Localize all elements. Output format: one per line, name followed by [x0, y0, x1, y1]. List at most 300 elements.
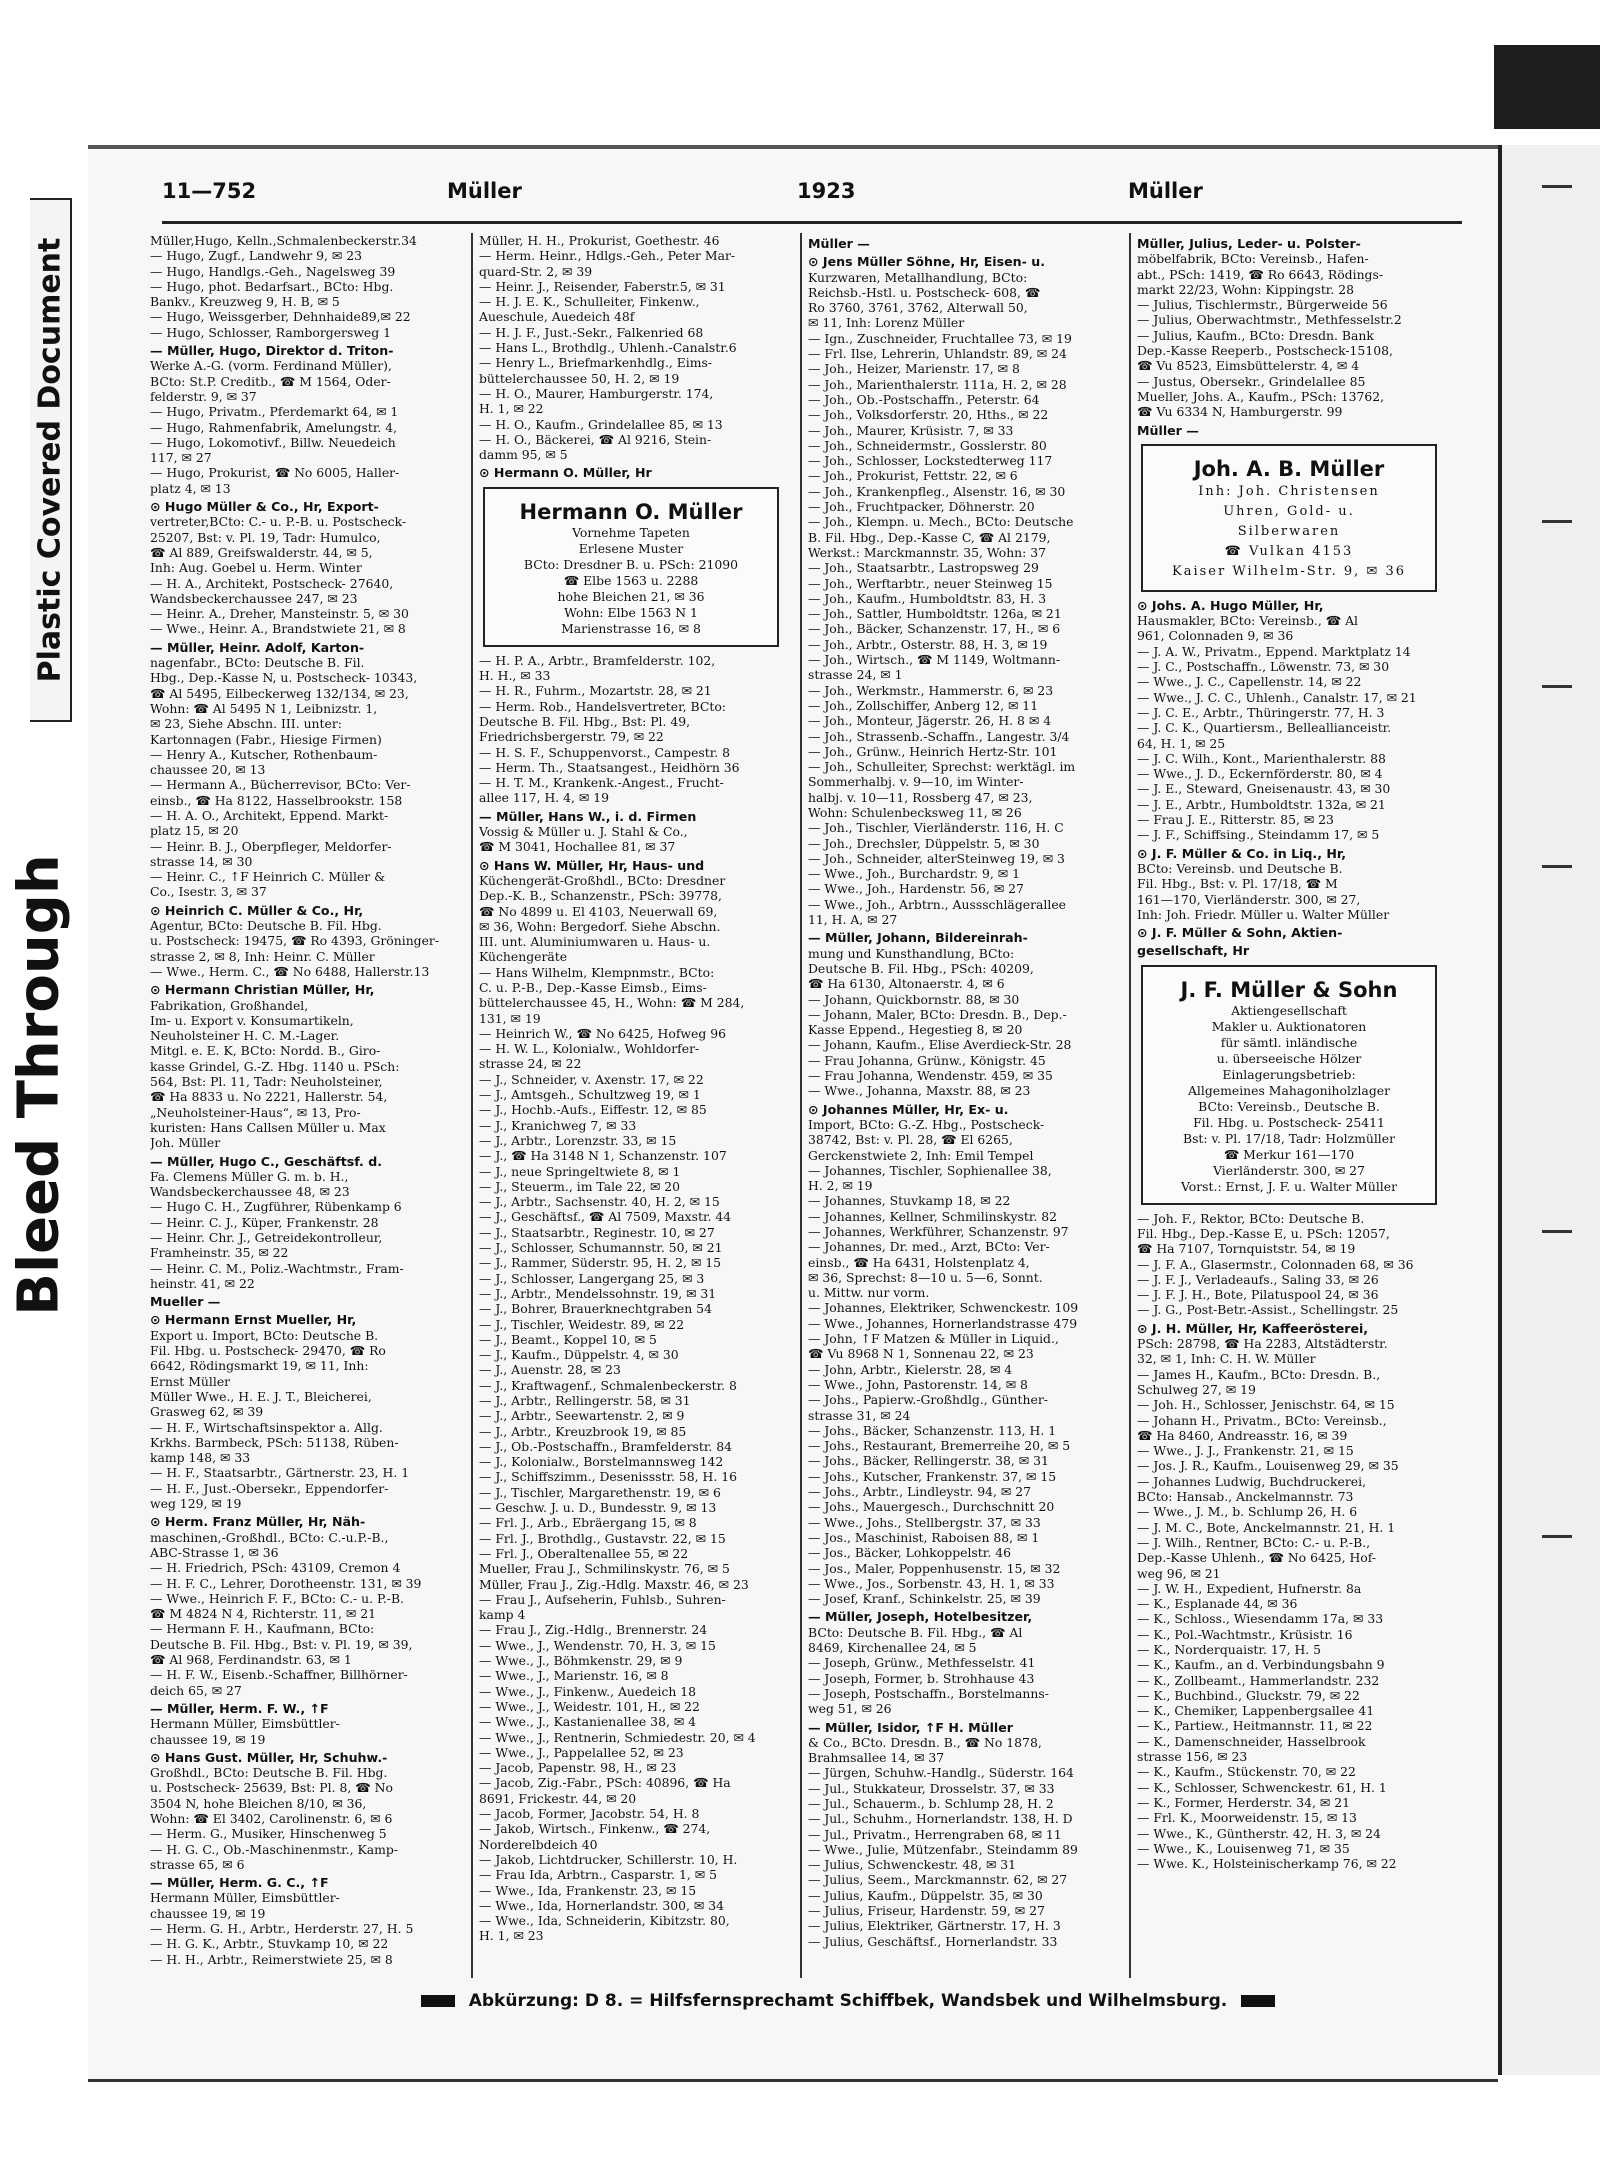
directory-entry: — Wwe., J., Kastanienallee 38, ✉ 4 — [479, 1714, 697, 1730]
directory-entry: — Hermann F. H., Kaufmann, BCto: — [150, 1621, 375, 1637]
directory-entry: — J. G., Post-Betr.-Assist., Schellingstr. 25 — [1137, 1302, 1399, 1318]
directory-entry: u. Postscheck- 25639, Bst: Pl. 8, ☎ No — [150, 1780, 393, 1796]
directory-entry: büttelerchaussee 50, H. 2, ✉ 19 — [479, 370, 680, 386]
directory-entry: — H. F., Wirtschaftsinspektor a. Allg. — [150, 1419, 383, 1435]
ad-line: BCto: Dresdner B. u. PSch: 21090 — [523, 556, 739, 572]
directory-entry: — Julius, Kaufm., BCto: Dresdn. Bank — [1137, 327, 1374, 343]
directory-heading: — Müller, Joseph, Hotelbesitzer, — [808, 1609, 1033, 1625]
directory-entry: — Jul., Schuhm., Hornerlandstr. 138, H. D — [808, 1811, 1073, 1827]
directory-entry: kuristen: Hans Callsen Müller u. Max — [150, 1119, 386, 1135]
directory-heading: gesellschaft, Hr — [1137, 943, 1250, 959]
directory-entry: — H. G. K., Arbtr., Stuvkamp 10, ✉ 22 — [150, 1936, 389, 1952]
directory-entry: Wohn: ☎ Al 5495 N 1, Leibnizstr. 1, — [150, 700, 378, 716]
directory-entry: — J., Kaufm., Düppelstr. 4, ✉ 30 — [479, 1347, 679, 1363]
directory-entry: — Joh., Schulleiter, Sprechst: werktägl. im — [808, 759, 1076, 775]
directory-entry: — Hugo, Zugf., Landwehr 9, ✉ 23 — [150, 248, 363, 264]
directory-entry: mung und Kunsthandlung, BCto: — [808, 945, 1015, 961]
bleed-mark — [1542, 1535, 1572, 1548]
directory-entry: 131, ✉ 19 — [479, 1010, 541, 1026]
directory-heading: ⊙ Jens Müller Söhne, Hr, Eisen- u. — [808, 254, 1045, 270]
directory-entry: strasse 24, ✉ 1 — [808, 667, 903, 683]
directory-entry: — Joh., Monteur, Jägerstr. 26, H. 8 ✉ 4 — [808, 713, 1052, 729]
ad-line: Vierländerstr. 300, ✉ 27 — [1213, 1162, 1365, 1178]
directory-heading: ⊙ Hans Gust. Müller, Hr, Schuhw.- — [150, 1749, 388, 1765]
directory-heading: — Müller, Heinr. Adolf, Karton- — [150, 639, 365, 655]
directory-entry: — Joh., Strassenb.-Schaffn., Langestr. 3/4 — [808, 728, 1070, 744]
directory-entry: — J., Geschäftsf., ☎ Al 7509, Maxstr. 44 — [479, 1209, 732, 1225]
directory-entry: — J., Staatsarbtr., Reginestr. 10, ✉ 27 — [479, 1224, 715, 1240]
directory-entry: — John, Arbtr., Kielerstr. 28, ✉ 4 — [808, 1361, 1013, 1377]
column-3 — [808, 233, 1120, 1978]
ad-line: hohe Bleichen 21, ✉ 36 — [557, 588, 705, 604]
ad-line: Einlagerungsbetrieb: — [1222, 1066, 1356, 1082]
bleed-mark — [1542, 865, 1572, 878]
directory-entry: Kartonnagen (Fabr., Hiesige Firmen) — [150, 731, 382, 747]
directory-entry: — Wwe., J., Rentnerin, Schmiedestr. 20, ✉ 4 — [479, 1729, 756, 1745]
directory-entry: — J., Schneider, v. Axenstr. 17, ✉ 22 — [479, 1071, 704, 1087]
ad-line: Kaiser Wilhelm-Str. 9, ✉ 36 — [1171, 563, 1406, 579]
directory-heading: Müller — — [808, 236, 870, 251]
ad-line: Uhren, Gold- u. — [1223, 503, 1355, 519]
directory-entry: — H. F., Staatsarbtr., Gärtnerstr. 23, H. 1 — [150, 1465, 410, 1481]
footer-text: Abkürzung: D 8. = Hilfsfernsprechamt Schiffbek, Wandsbek und Wilhelmsburg. — [468, 1991, 1228, 2011]
column-separator — [800, 233, 802, 1978]
directory-entry: u. Postscheck: 19475, ☎ Ro 4393, Gröninger- — [150, 933, 440, 949]
directory-entry: — J. F., Schiffsing., Steindamm 17, ✉ 5 — [1137, 827, 1380, 843]
directory-entry: — K., Partiew., Heitmannstr. 11, ✉ 22 — [1137, 1718, 1373, 1734]
directory-entry: — Jos., Maschinist, Raboisen 88, ✉ 1 — [808, 1529, 1040, 1545]
directory-entry: heinstr. 41, ✉ 22 — [150, 1275, 255, 1291]
directory-entry: — Frau J. E., Ritterstr. 85, ✉ 23 — [1137, 812, 1334, 828]
directory-entry: — Joh., Schlosser, Lockstedterweg 117 — [808, 453, 1053, 469]
directory-entry: ☎ Vu 8968 N 1, Sonnenau 22, ✉ 23 — [808, 1346, 1034, 1362]
directory-entry: — Johann, Quickbornstr. 88, ✉ 30 — [808, 991, 1020, 1007]
directory-entry: 25207, Bst: v. Pl. 19, Tadr: Humulco, — [150, 529, 381, 545]
directory-entry: — J. A. W., Privatm., Eppend. Marktplatz 14 — [1137, 643, 1411, 659]
directory-entry: — J., Kolonialw., Borstelmannsweg 142 — [479, 1454, 724, 1470]
directory-entry: — Hugo, Weissgerber, Dehnhaide89,✉ 22 — [150, 309, 411, 325]
directory-entry: — H. S. F., Schuppenvorst., Campestr. 8 — [479, 744, 731, 760]
directory-entry: Vossig & Müller u. J. Stahl & Co., — [479, 824, 688, 840]
directory-entry: — J. F. A., Glasermstr., Colonnaden 68, ✉ 36 — [1137, 1256, 1414, 1272]
directory-entry: — J., Schlosser, Langergang 25, ✉ 3 — [479, 1270, 705, 1286]
directory-entry: — H. F. C., Lehrer, Dorotheenstr. 131, ✉ 39 — [150, 1575, 422, 1591]
directory-entry: — Hugo, Handlgs.-Geh., Nagelsweg 39 — [150, 263, 396, 279]
directory-entry: — H. F., Just.-Obersekr., Eppendorfer- — [150, 1480, 389, 1496]
directory-heading: ⊙ Hermann O. Müller, Hr — [479, 465, 652, 481]
directory-entry: H. 1, ✉ 23 — [479, 1928, 544, 1944]
directory-entry: möbelfabrik, BCto: Vereinsb., Hafen- — [1137, 251, 1369, 267]
directory-entry: — Joseph, Postschaffn., Borstelmanns- — [808, 1685, 1049, 1701]
directory-entry: — Josef, Kranf., Schinkelstr. 25, ✉ 39 — [808, 1591, 1041, 1607]
directory-entry: — Frau Ida, Arbtrn., Casparstr. 1, ✉ 5 — [479, 1867, 717, 1883]
directory-entry: — K., Norderquaistr. 17, H. 5 — [1137, 1642, 1322, 1657]
directory-entry: Mueller, Johs. A., Kaufm., PSch: 13762, — [1137, 388, 1385, 404]
directory-entry: Wandsbeckerchaussee 48, ✉ 23 — [150, 1184, 350, 1200]
directory-entry: BCto: Hansab., Anckelmannstr. 73 — [1137, 1489, 1354, 1505]
directory-entry: Hermann Müller, Eimsbüttler- — [150, 1890, 340, 1906]
directory-entry: — J. E., Steward, Gneisenaustr. 43, ✉ 30 — [1137, 781, 1391, 797]
column-2 — [479, 233, 791, 1978]
directory-entry: — Johs., Kutscher, Frankenstr. 37, ✉ 15 — [808, 1468, 1057, 1484]
directory-entry: — Wwe., J. C., Capellenstr. 14, ✉ 22 — [1137, 674, 1362, 690]
pointing-hand-icon — [421, 1995, 455, 2007]
directory-entry: 161—170, Vierländerstr. 300, ✉ 27, — [1137, 891, 1361, 907]
directory-entry: ☎ No 4899 u. El 4103, Neuerwall 69, — [479, 903, 718, 919]
directory-entry: chaussee 20, ✉ 13 — [150, 762, 266, 778]
directory-entry: — K., Chemiker, Lappenbergsallee 41 — [1137, 1703, 1375, 1719]
ad-line: Bst: v. Pl. 17/18, Tadr: Holzmüller — [1182, 1130, 1396, 1146]
directory-entry: platz 15, ✉ 20 — [150, 823, 239, 839]
directory-entry: ABC-Strasse 1, ✉ 36 — [150, 1544, 279, 1560]
ad-line: Erlesene Muster — [578, 540, 684, 556]
directory-heading: ⊙ J. F. Müller & Sohn, Aktien- — [1137, 925, 1343, 941]
directory-entry: — Julius, Seem., Marckmannstr. 62, ✉ 27 — [808, 1872, 1068, 1888]
directory-entry: BCto: Deutsche B. Fil. Hbg., ☎ Al — [808, 1624, 1023, 1640]
directory-entry: Fil. Hbg., Bst: v. Pl. 17/18, ☎ M — [1137, 876, 1338, 892]
directory-entry: 6642, Rödingsmarkt 19, ✉ 11, Inh: — [150, 1358, 369, 1374]
plastic-covered-label — [30, 198, 72, 722]
directory-entry: maschinen,-Großhdl., BCto: C.-u.P.-B., — [150, 1529, 389, 1545]
bleed-mark — [1542, 1230, 1572, 1243]
directory-entry: — Hugo, Rahmenfabrik, Amelungstr. 4, — [150, 419, 398, 435]
directory-entry: — H. W. L., Kolonialw., Wohldorfer- — [479, 1041, 700, 1057]
directory-entry: — Frl. K., Moorweidenstr. 15, ✉ 13 — [1137, 1810, 1357, 1826]
directory-entry: 3504 N, hohe Bleichen 8/10, ✉ 36, — [150, 1795, 367, 1811]
directory-heading: — Müller, Hugo, Direktor d. Triton- — [150, 343, 394, 359]
directory-heading: ⊙ Hans W. Müller, Hr, Haus- und — [479, 857, 705, 873]
directory-entry: weg 129, ✉ 19 — [150, 1496, 242, 1512]
directory-entry: u. Mittw. nur vorm. — [808, 1285, 930, 1301]
directory-entry: 564, Bst: Pl. 11, Tadr: Neuholsteiner, — [150, 1074, 383, 1090]
directory-entry: Krkhs. Barmbeck, PSch: 51138, Rüben- — [150, 1434, 399, 1450]
directory-entry: — Wwe., J., Weidestr. 101, H., ✉ 22 — [479, 1698, 700, 1714]
directory-entry: ✉ 23, Siehe Abschn. III. unter: — [150, 716, 342, 732]
directory-entry: ☎ Ha 8833 u. No 2221, Hallerstr. 54, — [150, 1089, 388, 1105]
directory-entry: ☎ Al 5495, Eilbeckerweg 132/134, ✉ 23, — [150, 685, 409, 701]
directory-entry: — Wwe., Heinrich F. F., BCto: C.- u. P.-B. — [150, 1590, 404, 1606]
directory-entry: — Heinr. Chr. J., Getreidekontrolleur, — [150, 1230, 383, 1245]
directory-entry: — Jul., Privatm., Herrengraben 68, ✉ 11 — [808, 1826, 1062, 1842]
page-ref: 11—752 — [162, 179, 257, 203]
directory-heading: ⊙ Hermann Christian Müller, Hr, — [150, 982, 375, 998]
directory-entry: strasse 156, ✉ 23 — [1137, 1749, 1248, 1765]
directory-heading: ⊙ Herm. Franz Müller, Hr, Näh- — [150, 1514, 366, 1530]
column-2-entries-top — [479, 233, 791, 481]
directory-entry: Küchengeräte — [479, 949, 568, 965]
ad-line: Marienstrasse 16, ✉ 8 — [561, 620, 701, 636]
ad-line: ☎ Vulkan 4153 — [1224, 543, 1354, 559]
directory-entry: — Johs., Papierw.-Großhdlg., Günther- — [808, 1392, 1048, 1408]
directory-entry: — Joh., Bäcker, Schanzenstr. 17, H., ✉ 6 — [808, 621, 1061, 637]
ad-line: Aktiengesellschaft — [1231, 1002, 1347, 1018]
directory-entry: — Wwe., J., Pappelallee 52, ✉ 23 — [479, 1744, 684, 1760]
directory-entry: Wandsbeckerchaussee 247, ✉ 23 — [150, 590, 358, 606]
directory-entry: Müller,Hugo, Kelln.,Schmalenbeckerstr.34 — [150, 233, 417, 248]
directory-entry: — H. J. F., Just.-Sekr., Falkenried 68 — [479, 324, 704, 340]
directory-entry: — Wwe., J. C. C., Uhlenh., Canalstr. 17, ✉ 21 — [1137, 689, 1417, 705]
directory-heading: ⊙ Johs. A. Hugo Müller, Hr, — [1137, 597, 1324, 613]
directory-entry: — J., neue Springeltwiete 8, ✉ 1 — [479, 1163, 681, 1179]
directory-entry: „Neuholsteiner-Haus“, ✉ 13, Pro- — [150, 1104, 361, 1120]
directory-entry: — Geschw. J. u. D., Bundesstr. 9, ✉ 13 — [479, 1500, 717, 1516]
directory-entry: — Johs., Restaurant, Bremerreihe 20, ✉ 5 — [808, 1438, 1071, 1454]
directory-entry: — J., ☎ Ha 3148 N 1, Schanzenstr. 107 — [479, 1148, 727, 1164]
directory-entry: — Herm. G., Musiker, Hinschenweg 5 — [150, 1826, 387, 1842]
directory-entry: Friedrichsbergerstr. 79, ✉ 22 — [479, 729, 664, 745]
directory-entry: BCto: St.P. Creditb., ☎ M 1564, Oder- — [150, 373, 391, 389]
directory-entry: Gerckenstwiete 2, Inh: Emil Tempel — [808, 1147, 1034, 1163]
directory-entry: Agentur, BCto: Deutsche B. Fil. Hbg. — [150, 918, 382, 934]
page-header — [162, 179, 1462, 213]
directory-entry: — Johs., Bäcker, Schanzenstr. 113, H. 1 — [808, 1422, 1057, 1438]
directory-entry: — J., Arbtr., Lorenzstr. 33, ✉ 15 — [479, 1132, 677, 1148]
header-rule — [162, 221, 1462, 224]
directory-entry: Sommerhalbj. v. 9—10, im Winter- — [808, 774, 1024, 790]
directory-entry: — Joh., Marienthalerstr. 111a, H. 2, ✉ 28 — [808, 376, 1067, 392]
directory-entry: Werkst.: Marckmannstr. 35, Wohn: 37 — [808, 544, 1047, 560]
ad-j-f-mueller-sohn — [1141, 965, 1437, 1205]
ad-line: BCto: Vereinsb., Deutsche B. — [1198, 1098, 1380, 1114]
directory-entry: — J., Tischler, Margarethenstr. 19, ✉ 6 — [479, 1484, 721, 1500]
directory-entry: — J., Steuerm., im Tale 22, ✉ 20 — [479, 1178, 681, 1194]
directory-entry: Deutsche B. Fil. Hbg., Bst: v. Pl. 19, ✉ 39, — [150, 1636, 413, 1652]
directory-entry: — J., Hochb.-Aufs., Eiffestr. 12, ✉ 85 — [479, 1102, 707, 1118]
directory-entry: Export u. Import, BCto: Deutsche B. — [150, 1327, 379, 1343]
directory-entry: — Joh., Kaufm., Humboldtstr. 83, H. 3 — [808, 590, 1047, 606]
directory-heading: — Müller, Hans W., i. d. Firmen — [479, 808, 697, 824]
directory-entry: — John, ↑F Matzen & Müller in Liquid., — [808, 1331, 1059, 1347]
directory-entry: — Jos., Maler, Poppenhusenstr. 15, ✉ 32 — [808, 1560, 1061, 1576]
directory-heading: Müller, Julius, Leder- u. Polster- — [1137, 236, 1361, 251]
directory-heading: Müller — — [1137, 422, 1199, 438]
directory-entry: ☎ Ha 7107, Tornquiststr. 54, ✉ 19 — [1137, 1241, 1356, 1257]
directory-entry: 11, H. A, ✉ 27 — [808, 912, 898, 928]
directory-entry: — Wwe., K., Louisenweg 71, ✉ 35 — [1137, 1840, 1350, 1856]
directory-entry: Wohn: ☎ El 3402, Carolinenstr. 6, ✉ 6 — [150, 1810, 393, 1826]
ad-line: ☎ Elbe 1563 u. 2288 — [563, 572, 699, 588]
directory-entry: Joh. Müller — [150, 1135, 221, 1151]
ad-line: Fil. Hbg. u. Postscheck- 25411 — [1193, 1114, 1385, 1130]
directory-entry: — Hans Wilhelm, Klempnmstr., BCto: — [479, 964, 715, 980]
directory-entry: — Wwe., Ida, Frankenstr. 23, ✉ 15 — [479, 1882, 697, 1898]
facing-page-edge — [1498, 145, 1600, 2075]
directory-entry: ✉ 11, Inh: Lorenz Müller — [808, 315, 965, 331]
directory-entry: Dep.-Kasse Uhlenh., ☎ No 6425, Hof- — [1137, 1550, 1377, 1566]
directory-entry: — Joh., Maurer, Krüsistr. 7, ✉ 33 — [808, 422, 1014, 438]
directory-entry: — H. O., Kaufm., Grindelallee 85, ✉ 13 — [479, 416, 723, 432]
directory-entry: — Heinr. C., ↑F Heinrich C. Müller & — [150, 869, 386, 885]
directory-entry: Norderelbdeich 40 — [479, 1836, 598, 1852]
directory-entry: Dep.-Kasse Reeperb., Postscheck-15108, — [1137, 343, 1393, 359]
directory-entry: Kasse Eppend., Hegestieg 8, ✉ 20 — [808, 1022, 1023, 1038]
directory-entry: — K., Buchbind., Gluckstr. 79, ✉ 22 — [1137, 1687, 1360, 1703]
directory-entry: — Wwe., Heinr. A., Brandstwiete 21, ✉ 8 — [150, 621, 406, 637]
directory-entry: — Joh., Schneidermstr., Gosslerstr. 80 — [808, 437, 1047, 453]
directory-entry: — Heinr. C. J., Küper, Frankenstr. 28 — [150, 1214, 379, 1230]
directory-entry: — Wwe., J., Böhmkenstr. 29, ✉ 9 — [479, 1653, 683, 1669]
directory-entry: H. H., ✉ 33 — [479, 668, 551, 684]
directory-entry: — Johannes, Stuvkamp 18, ✉ 22 — [808, 1193, 1011, 1209]
directory-entry: — Johannes, Werkführer, Schanzenstr. 97 — [808, 1224, 1069, 1239]
directory-entry: Ernst Müller — [150, 1373, 231, 1389]
directory-entry: einsb., ☎ Ha 8122, Hasselbrookstr. 158 — [150, 792, 403, 808]
directory-entry: 32, ✉ 1, Inh: C. H. W. Müller — [1137, 1351, 1316, 1367]
directory-entry: — J., Beamt., Koppel 10, ✉ 5 — [479, 1331, 657, 1347]
directory-entry: Küchengerät-Großhdl., BCto: Dresdner — [479, 872, 726, 888]
directory-entry: — J., Bohrer, Brauerknechtgraben 54 — [479, 1301, 712, 1317]
column-4 — [1137, 233, 1449, 1978]
side-labels — [0, 0, 88, 2177]
directory-entry: & Co., BCto. Dresdn. B., ☎ No 1878, — [808, 1734, 1042, 1750]
pointing-hand-icon — [1241, 1995, 1275, 2007]
directory-entry: Inh: Aug. Goebel u. Herm. Winter — [150, 560, 362, 576]
directory-entry: — Frau J., Zig.-Hdlg., Brennerstr. 24 — [479, 1622, 708, 1638]
directory-heading: ⊙ Hermann Ernst Mueller, Hr, — [150, 1312, 357, 1328]
directory-entry: — Frl. Ilse, Lehrerin, Uhlandstr. 89, ✉ 24 — [808, 346, 1067, 362]
directory-entry: 8691, Frickestr. 44, ✉ 20 — [479, 1790, 637, 1806]
directory-entry: — J. W. H., Expedient, Hufnerstr. 8a — [1137, 1580, 1362, 1596]
directory-entry: kamp 148, ✉ 33 — [150, 1450, 251, 1466]
directory-entry: — Hugo, Privatm., Pferdemarkt 64, ✉ 1 — [150, 404, 399, 420]
directory-entry: allee 117, H. 4, ✉ 19 — [479, 790, 609, 806]
directory-heading: — Müller, Hugo C., Geschäftsf. d. — [150, 1153, 382, 1169]
directory-entry: Großhdl., BCto: Deutsche B. Fil. Hbg. — [150, 1765, 388, 1781]
directory-entry: quard-Str. 2, ✉ 39 — [479, 263, 593, 279]
directory-entry: 961, Colonnaden 9, ✉ 36 — [1137, 628, 1294, 644]
directory-entry: — Jos., Bäcker, Lohkoppelstr. 46 — [808, 1545, 1011, 1561]
directory-entry: — Frau Johanna, Grünw., Königstr. 45 — [808, 1052, 1046, 1068]
ad-lines — [1149, 1003, 1429, 1195]
directory-entry: vertreter,BCto: C.- u. P.-B. u. Postscheck- — [150, 514, 407, 530]
directory-entry: — Frl. J., Arb., Ebräergang 15, ✉ 8 — [479, 1515, 697, 1531]
ad-title: Joh. A. B. Müller — [1193, 456, 1385, 481]
directory-entry: — Julius, Elektriker, Gärtnerstr. 17, H. 3 — [808, 1918, 1061, 1934]
directory-heading: ⊙ J. H. Müller, Hr, Kaffeerösterei, — [1137, 1320, 1369, 1336]
directory-entry: — H. Friedrich, PSch: 43109, Cremon 4 — [150, 1560, 401, 1576]
directory-entry: Hausmakler, BCto: Vereinsb., ☎ Al — [1137, 613, 1359, 629]
directory-entry: strasse 2, ✉ 8, Inh: Heinr. C. Müller — [150, 948, 375, 964]
directory-entry: 8469, Kirchenallee 24, ✉ 5 — [808, 1640, 977, 1656]
directory-entry: — Joh., Klempn. u. Mech., BCto: Deutsche — [808, 514, 1074, 530]
directory-entry: — J. E., Arbtr., Humboldtstr. 132a, ✉ 21 — [1137, 796, 1386, 812]
directory-entry: — Johs., Bäcker, Rellingerstr. 38, ✉ 31 — [808, 1453, 1049, 1469]
directory-entry: — J. F. J. H., Bote, Pilatuspool 24, ✉ 36 — [1137, 1287, 1379, 1303]
directory-entry: — K., Kaufm., an d. Verbindungsbahn 9 — [1137, 1657, 1385, 1673]
directory-entry: Müller Wwe., H. E. J. T., Bleicherei, — [150, 1388, 372, 1404]
directory-entry: — Joh., Fruchtpacker, Döhnerstr. 20 — [808, 499, 1035, 515]
ad-hermann-o-mueller — [483, 487, 779, 647]
directory-entry: — Hugo, Lokomotivf., Billw. Neuedeich — [150, 434, 396, 450]
directory-entry: — J., Schiffszimm., Desenissstr. 58, H. 16 — [479, 1469, 737, 1485]
directory-entry: III. unt. Aluminiumwaren u. Haus- u. — [479, 934, 711, 950]
directory-entry: — J., Arbtr., Mendelssohnstr. 19, ✉ 31 — [479, 1285, 717, 1301]
directory-entry: Aueschule, Auedeich 48f — [479, 309, 635, 325]
directory-entry: — K., Esplanade 44, ✉ 36 — [1137, 1596, 1298, 1612]
directory-entry: — J., Amtsgeh., Schultzweg 19, ✉ 1 — [479, 1087, 701, 1103]
directory-entry: — Joh., Grünw., Heinrich Hertz-Str. 101 — [808, 743, 1058, 759]
directory-entry: — Henry L., Briefmarkenhdlg., Eims- — [479, 355, 713, 371]
directory-entry: ☎ Vu 8523, Eimsbüttelerstr. 4, ✉ 4 — [1137, 358, 1360, 374]
directory-entry: — Wwe., Ida, Schneiderin, Kibitzstr. 80, — [479, 1913, 730, 1929]
directory-entry: — Hugo, Prokurist, ☎ No 6005, Haller- — [150, 465, 400, 481]
ad-line: Vorst.: Ernst, J. F. u. Walter Müller — [1180, 1178, 1398, 1194]
directory-entry: — J., Arbtr., Sachsenstr. 40, H. 2, ✉ 15 — [479, 1194, 720, 1210]
directory-entry: — Wwe. K., Holsteinischerkamp 76, ✉ 22 — [1137, 1856, 1397, 1872]
directory-entry: strasse 31, ✉ 24 — [808, 1407, 911, 1423]
bleed-mark — [1542, 185, 1572, 198]
directory-entry: — Wwe., Joh., Burchardstr. 9, ✉ 1 — [808, 866, 1020, 882]
directory-entry: — Johann, Kaufm., Elise Averdieck-Str. 28 — [808, 1037, 1072, 1053]
directory-entry: — H. R., Fuhrm., Mozartstr. 28, ✉ 21 — [479, 683, 712, 699]
directory-entry: — Johannes, Kellner, Schmilinskystr. 82 — [808, 1208, 1058, 1224]
directory-entry: — H. G. C., Ob.-Maschinenmstr., Kamp- — [150, 1841, 398, 1857]
directory-heading: ⊙ Hugo Müller & Co., Hr, Export- — [150, 499, 379, 515]
directory-entry: — Wwe., J. M., b. Schlump 26, H. 6 — [1137, 1504, 1358, 1520]
directory-entry: Inh: Joh. Friedr. Müller u. Walter Müller — [1137, 906, 1390, 922]
directory-entry: — Joh., Volksdorferstr. 20, Hths., ✉ 22 — [808, 407, 1049, 423]
directory-entry: platz 4, ✉ 13 — [150, 480, 231, 496]
directory-entry: — Ign., Zuschneider, Fruchtallee 73, ✉ 19 — [808, 330, 1072, 346]
directory-entry: Framheinstr. 35, ✉ 22 — [150, 1245, 289, 1261]
directory-entry: — J., Arbtr., Seewartenstr. 2, ✉ 9 — [479, 1408, 685, 1424]
directory-entry: — H. F. W., Eisenb.-Schaffner, Billhörner- — [150, 1667, 408, 1683]
directory-entry: ☎ Vu 6334 N, Hamburgerstr. 99 — [1137, 404, 1343, 420]
directory-entry: Import, BCto: G.-Z. Hbg., Postscheck- — [808, 1116, 1045, 1132]
directory-entry: — Wwe., Johanna, Maxstr. 88, ✉ 23 — [808, 1083, 1031, 1099]
directory-entry: Brahmsallee 14, ✉ 37 — [808, 1750, 945, 1766]
directory-entry: ☎ Ha 8460, Andreasstr. 16, ✉ 39 — [1137, 1427, 1348, 1443]
directory-entry: Schulweg 27, ✉ 19 — [1137, 1381, 1256, 1397]
directory-entry: Mitgl. e. E. K, BCto: Nordd. B., Giro- — [150, 1043, 381, 1059]
directory-entry: — J. Wilh., Rentner, BCto: C.- u. P.-B., — [1137, 1534, 1371, 1550]
directory-entry: — Wwe., Johannes, Hornerlandstrasse 479 — [808, 1315, 1078, 1331]
directory-entry: — Joh., Arbtr., Osterstr. 88, H. 3, ✉ 19 — [808, 636, 1048, 652]
directory-entry: H. 2, ✉ 19 — [808, 1178, 873, 1194]
directory-heading: ⊙ Heinrich C. Müller & Co., Hr, — [150, 902, 364, 918]
directory-entry: — J. C., Postschaffn., Löwenstr. 73, ✉ 30 — [1137, 659, 1390, 675]
directory-entry: — K., Former, Herderstr. 34, ✉ 21 — [1137, 1794, 1350, 1810]
directory-entry: — Johs., Arbtr., Lindleystr. 94, ✉ 27 — [808, 1484, 1031, 1500]
directory-entry: 64, H. 1, ✉ 25 — [1137, 735, 1226, 751]
directory-entry: nagenfabr., BCto: Deutsche B. Fil. — [150, 655, 365, 671]
directory-entry: — J., Kranichweg 7, ✉ 33 — [479, 1117, 637, 1133]
directory-entry: — Frau J., Aufseherin, Fuhlsb., Suhren- — [479, 1591, 726, 1607]
directory-heading: — Müller, Isidor, ↑F H. Müller — [808, 1719, 1014, 1735]
directory-entry: — Julius, Friseur, Hardenstr. 59, ✉ 27 — [808, 1903, 1045, 1919]
directory-entry: kasse Grindel, G.-Z. Hbg. 1140 u. PSch: — [150, 1058, 400, 1074]
directory-entry: — Herm. Th., Staatsangest., Heidhörn 36 — [479, 759, 740, 775]
directory-entry: — H. P. A., Arbtr., Bramfelderstr. 102, — [479, 652, 716, 668]
directory-entry: — Julius, Kaufm., Düppelstr. 35, ✉ 30 — [808, 1887, 1043, 1903]
directory-entry: Ro 3760, 3761, 3762, Alterwall 50, — [808, 300, 1028, 316]
column-2-entries-bottom — [479, 653, 791, 1944]
directory-entry: — J., Tischler, Weidestr. 89, ✉ 22 — [479, 1316, 685, 1332]
directory-entry: — Joh., Werkmstr., Hammerstr. 6, ✉ 23 — [808, 682, 1054, 698]
directory-entry: — Joseph, Former, b. Strohhause 43 — [808, 1670, 1035, 1686]
ad-line: Silberwaren — [1237, 523, 1341, 539]
directory-entry: — Julius, Schwenckestr. 48, ✉ 31 — [808, 1857, 1017, 1873]
bleed-mark — [1542, 520, 1572, 533]
dark-tab — [1494, 45, 1600, 129]
directory-entry: — J., Schlosser, Schumannstr. 50, ✉ 21 — [479, 1240, 723, 1256]
directory-entry: — J., Auenstr. 28, ✉ 23 — [479, 1362, 621, 1378]
directory-entry: ✉ 36, Sprechst: 8—10 u. 5—6, Sonnt. — [808, 1269, 1043, 1285]
column-3-entries — [808, 236, 1120, 1949]
directory-entry: Hbg., Dep.-Kasse N, u. Postscheck- 10343, — [150, 670, 418, 686]
directory-entry: — Jakob, Lichtdrucker, Schillerstr. 10, H. — [479, 1851, 738, 1867]
directory-entry: Reichsb.-Hstl. u. Postscheck- 608, ☎ — [808, 284, 1041, 300]
